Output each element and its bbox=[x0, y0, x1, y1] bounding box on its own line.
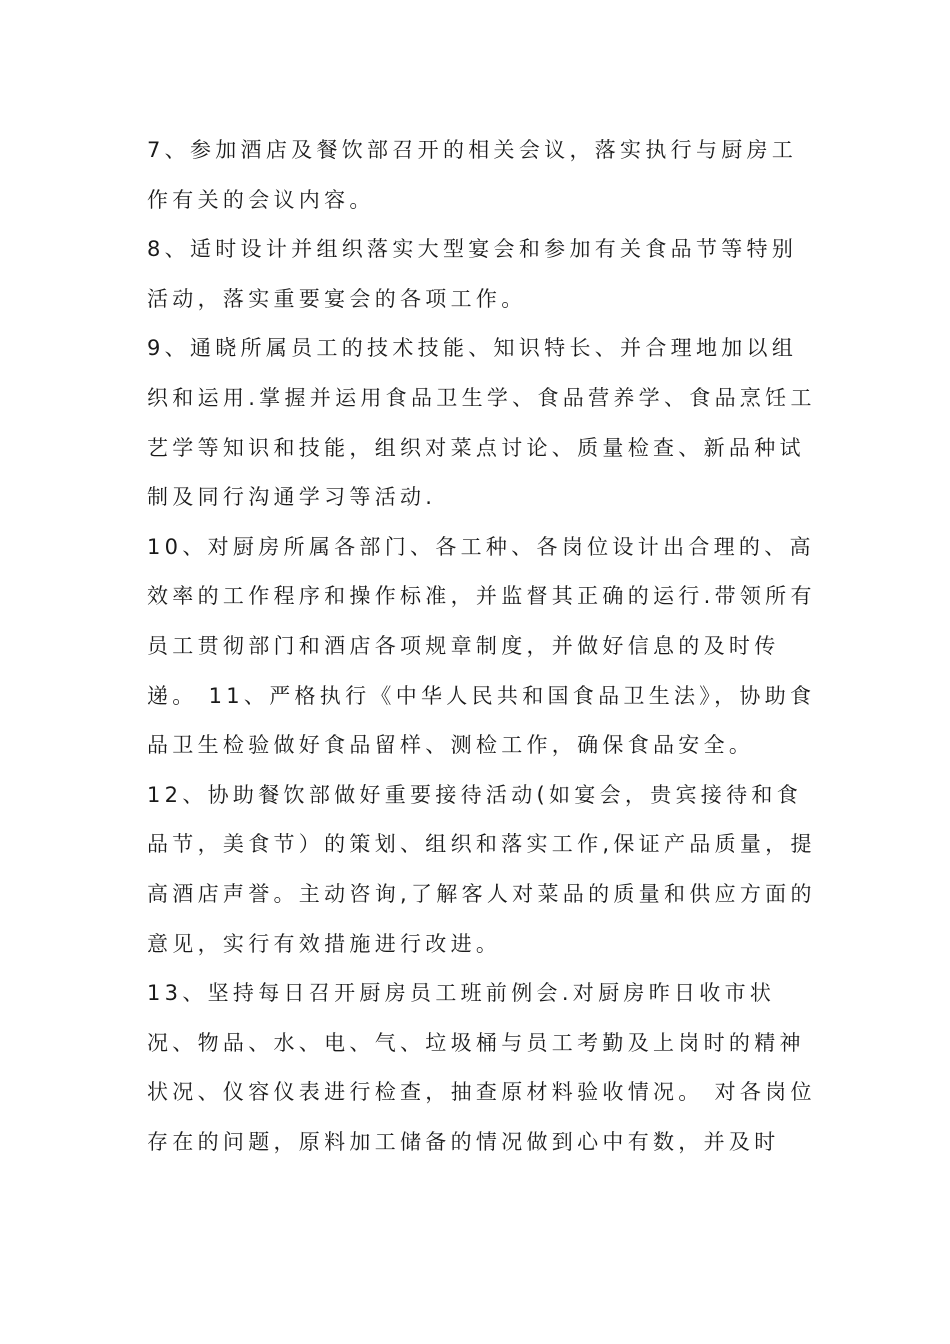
paragraph-9: 9、通晓所属员工的技术技能、知识特长、并合理地加以组织和运用.掌握并运用食品卫生学、食品营养学、食品烹饪工艺学等知识和技能，组织对菜点讨论、质量检查、新品种试制及同行沟通学习等活动. bbox=[147, 336, 816, 510]
document-body bbox=[147, 126, 817, 1167]
paragraph-12: 12、协助餐饮部做好重要接待活动(如宴会，贵宾接待和食品节，美食节）的策划、组织和落实工作,保证产品质量，提高酒店声誉。主动咨询,了解客人对菜品的质量和供应方面的意见，实行有效措施进行改进。 bbox=[147, 782, 816, 956]
paragraph-8: 8、适时设计并组织落实大型宴会和参加有关食品节等特别活动，落实重要宴会的各项工作。 bbox=[147, 237, 798, 311]
paragraph-7: 7、参加酒店及餐饮部召开的相关会议，落实执行与厨房工作有关的会议内容。 bbox=[147, 138, 798, 212]
paragraph-10-11: 10、对厨房所属各部门、各工种、各岗位设计出合理的、高效率的工作程序和操作标准，并监督其正确的运行.带领所有员工贯彻部门和酒店各项规章制度，并做好信息的及时传递。 11、严格执行《中华人民共和国食品卫生法》，协助食品卫生检验做好食品留样、测检工作，确保食品安全。 bbox=[147, 534, 816, 758]
paragraph-13: 13、坚持每日召开厨房员工班前例会.对厨房昨日收市状况、物品、水、电、气、垃圾桶与员工考勤及上岗时的精神状况、仪容仪表进行检查，抽查原材料验收情况。 对各岗位存在的问题，原料加工储备的情况做到心中有数，并及时 bbox=[147, 981, 816, 1154]
